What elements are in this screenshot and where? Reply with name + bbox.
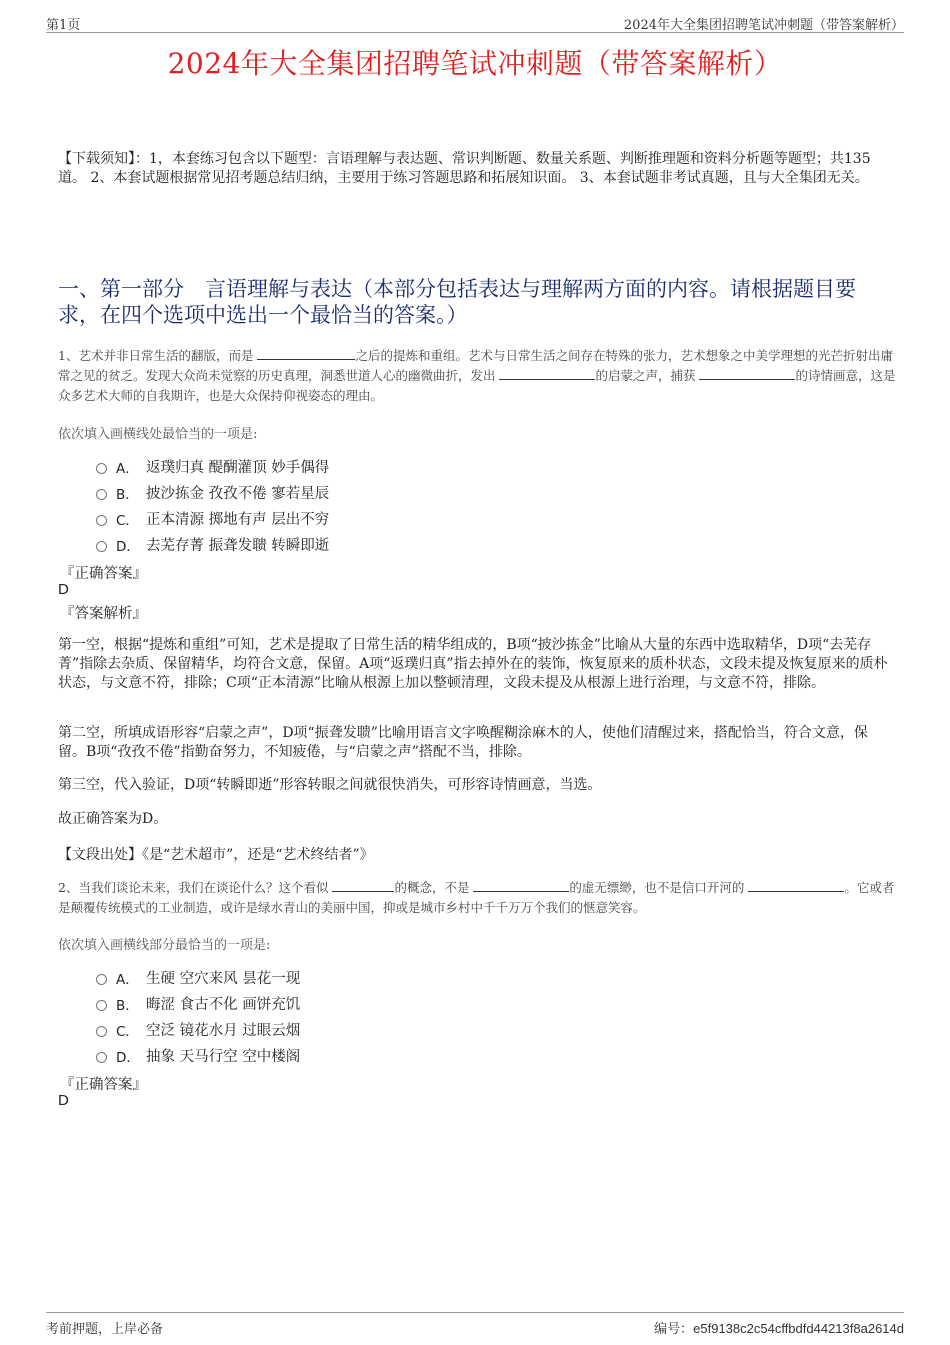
question-1-option-d[interactable]: D． 去芜存菁 振聋发聩 转瞬即逝 [96, 534, 329, 555]
radio-icon[interactable] [96, 1052, 107, 1063]
analysis-paragraph: 第三空，代入验证，D项“转瞬即逝”形容转眼之间就很快消失，可形容诗情画意，当选。 [58, 777, 602, 793]
question-2-option-b[interactable]: B． 晦涩 食古不化 画饼充饥 [96, 993, 300, 1014]
analysis-paragraph: 第一空，根据“提炼和重组”可知，艺术是提取了日常生活的精华组成的，B项“披沙拣金”比喻从大量的东西中选取精华，D项“去芜存菁”指除去杂质、保留精华，均符合文意，保留。A项“返璞归真”指去掉外在的装饰，恢复原来的质朴状态，文段未提及恢复原来的质朴状态，与文意不符，排除；C项“正本清源”比喻从根源上加以整顿清理，文段未提及从根源上进行治理，与文意不符，排除。 [58, 637, 888, 691]
analysis-paragraph: 故正确答案为D。 [58, 811, 168, 827]
download-notice: 【下载须知】：1，本套练习包含以下题型：言语理解与表达题、常识判断题、数量关系题、判断推理题和资料分析题等题型；共135道。 2、本套试题根据常见招考题总结归纳，主要用于练习答题思路和拓展知识面。 3、本套试题非考试真题，且与大全集团无关。 [58, 151, 871, 186]
question-2-option-d[interactable]: D． 抽象 天马行空 空中楼阁 [96, 1045, 300, 1066]
page-footer [46, 1312, 904, 1337]
blank-line [748, 879, 844, 892]
question-1-answer: D [58, 581, 69, 598]
radio-icon[interactable] [96, 463, 107, 474]
blank-line [332, 879, 394, 892]
question-1-prompt: 依次填入画横线处最恰当的一项是: [58, 427, 258, 442]
radio-icon[interactable] [96, 974, 107, 985]
question-2-text: 2、当我们谈论未来，我们在谈论什么？这个看似 的概念，不是 的虚无缥缈，也不是信口开河的 。它或者是颠覆传统模式的工业制造，或许是绿水青山的美丽中国，抑或是城市乡村中千千万万个我们的惬意笑容。 [58, 880, 895, 915]
radio-icon[interactable] [96, 1000, 107, 1011]
blank-line [473, 879, 569, 892]
document-title: 2024年大全集团招聘笔试冲刺题（带答案解析） [167, 47, 783, 80]
blank-line [499, 367, 595, 380]
analysis-paragraph: 第二空，所填成语形容“启蒙之声”，D项“振聋发聩”比喻用语言文字唤醒糊涂麻木的人，使他们清醒过来，搭配恰当，符合文意，保留。B项“孜孜不倦”指勤奋努力，不知疲倦，与“启蒙之声”搭配不当，排除。 [58, 725, 868, 760]
footer-doc-id: 编号：e5f9138c2c54cffbdfd44213f8a2614d [654, 1321, 904, 1336]
question-1-answer-label: 『正确答案』 [60, 566, 147, 582]
question-2-option-c[interactable]: C． 空泛 镜花水月 过眼云烟 [96, 1019, 300, 1040]
question-2-answer-label: 『正确答案』 [60, 1077, 147, 1093]
question-2-option-a[interactable]: A． 生硬 空穴来风 昙花一现 [96, 967, 300, 988]
question-2-answer: D [58, 1092, 69, 1109]
question-1-source: 【文段出处】《是“艺术超市”，还是“艺术终结者”》 [58, 847, 374, 863]
radio-icon[interactable] [96, 541, 107, 552]
page-header [46, 10, 904, 33]
question-1-analysis-label: 『答案解析』 [60, 606, 147, 622]
radio-icon[interactable] [96, 1026, 107, 1037]
header-doc-title: 2024年大全集团招聘笔试冲刺题（带答案解析） [623, 18, 904, 33]
blank-line [699, 367, 795, 380]
footer-slogan: 考前押题，上岸必备 [46, 1322, 164, 1337]
question-1-text: 1、艺术并非日常生活的翻版，而是 之后的提炼和重组。艺术与日常生活之间存在特殊的张力，艺术想象之中美学理想的光芒折射出庸常之见的贫乏。发现大众尚未觉察的历史真理，洞悉世道人心的幽微曲折，发出 的启蒙之声，捕获 的诗情画意，这是众多艺术大师的自我期许，也是大众保持仰视姿态的理由。 [58, 348, 896, 403]
question-1-option-a[interactable]: A． 返璞归真 醍醐灌顶 妙手偶得 [96, 456, 329, 477]
question-1-option-c[interactable]: C． 正本清源 掷地有声 层出不穷 [96, 508, 329, 529]
question-1-option-b[interactable]: B． 披沙拣金 孜孜不倦 寥若星辰 [96, 482, 329, 503]
question-2-prompt: 依次填入画横线部分最恰当的一项是: [58, 938, 271, 953]
radio-icon[interactable] [96, 515, 107, 526]
radio-icon[interactable] [96, 489, 107, 500]
blank-line [257, 347, 355, 360]
page-number: 第1页 [46, 18, 81, 33]
section-heading: 一、第一部分 言语理解与表达（本部分包括表达与理解两方面的内容。请根据题目要求，在四个选项中选出一个最恰当的答案。） [58, 277, 856, 327]
